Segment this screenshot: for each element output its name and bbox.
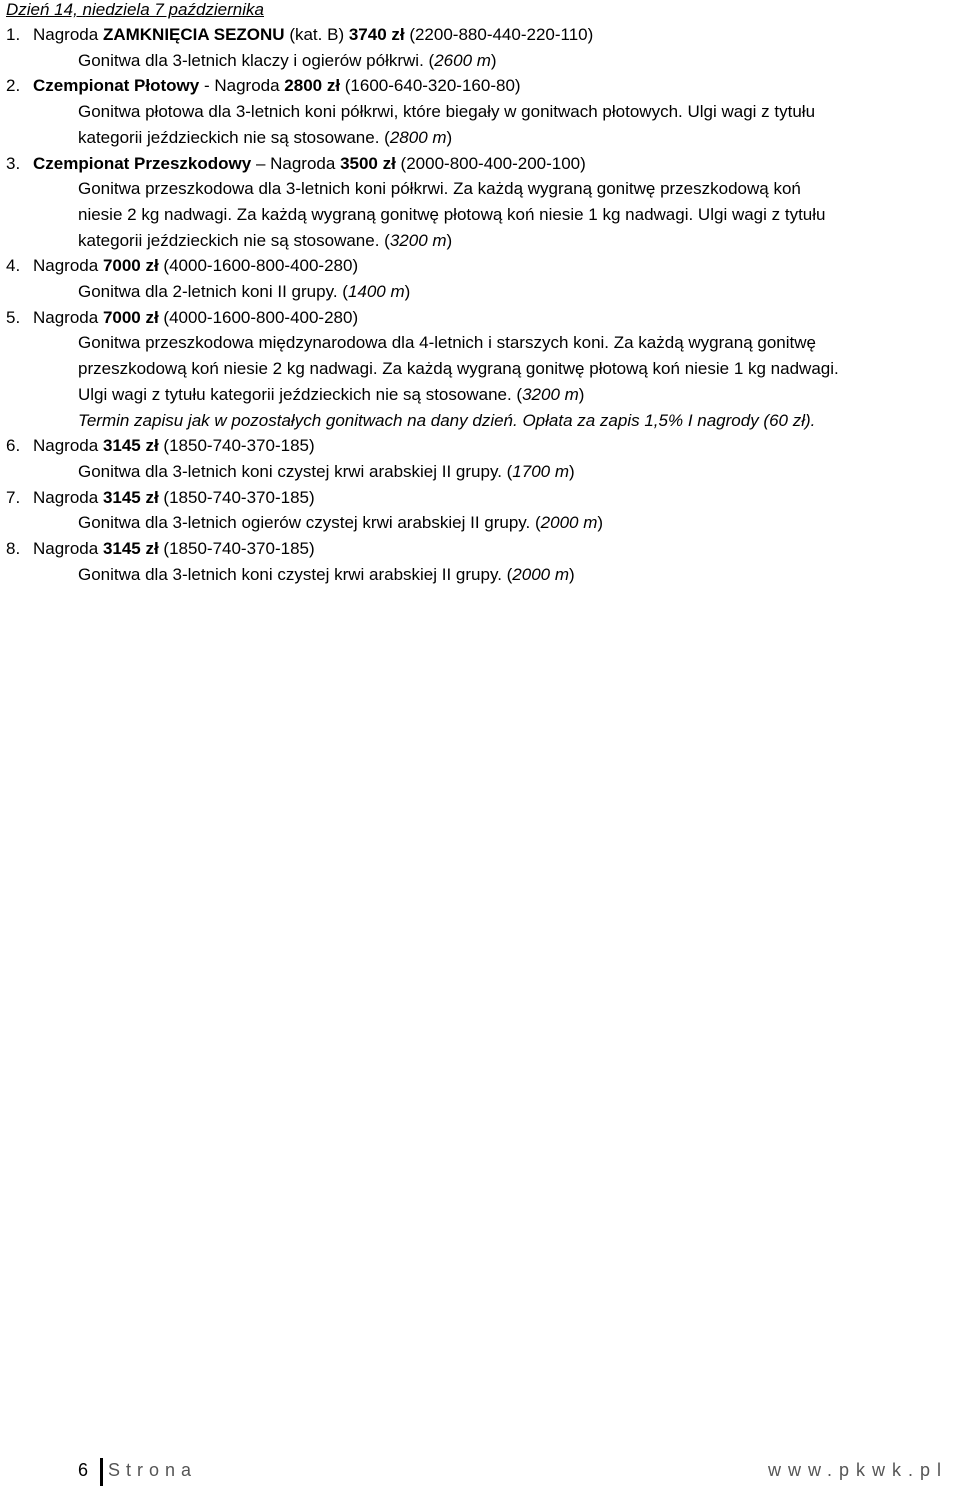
race-title: Czempionat Przeszkodowy xyxy=(33,153,252,173)
description-text: Gonitwa dla 3-letnich ogierów czystej krwi arabskiej II grupy. ( xyxy=(78,513,541,533)
race-item xyxy=(6,73,940,150)
prize-split: (1850-740-370-185) xyxy=(158,436,315,456)
close-paren: ) xyxy=(490,50,497,70)
race-number: 1. xyxy=(6,25,21,44)
site-link[interactable]: www.pkwk.pl xyxy=(767,1460,948,1480)
description-text: Gonitwa dla 3-letnich klaczy i ogierów półkrwi. ( xyxy=(78,50,435,70)
close-paren: ) xyxy=(569,564,575,584)
race-distance: 2800 m xyxy=(389,127,447,147)
prize-amount: 3145 zł xyxy=(102,436,159,456)
document-content xyxy=(6,0,940,587)
prize-split: (1850-740-370-185) xyxy=(158,487,315,507)
prize-amount: 3145 zł xyxy=(102,539,159,559)
race-distance: 2600 m xyxy=(434,50,491,70)
race-description: Gonitwa płotowa dla 3-letnich koni półkrwi, które biegały w gonitwach płotowych. Ulgi wagi z tytułu xyxy=(78,102,816,122)
prize-amount: 7000 zł xyxy=(102,307,159,327)
race-number: 7. xyxy=(6,487,21,507)
race-description xyxy=(6,125,940,151)
prize-label: Nagroda xyxy=(33,539,103,559)
prize-amount: 3145 zł xyxy=(102,487,159,507)
close-paren: ) xyxy=(446,127,453,147)
description-text: Ulgi wagi z tytułu kategorii jeździeckich nie są stosowane. ( xyxy=(78,384,523,404)
prize-amount: 2800 zł xyxy=(284,76,341,96)
category: (kat. B) xyxy=(284,25,349,44)
race-distance: 1700 m xyxy=(512,461,569,481)
prize-label: Nagroda xyxy=(33,307,103,327)
race-description xyxy=(6,228,940,254)
race-description xyxy=(6,562,940,588)
race-title-line xyxy=(6,305,940,331)
race-number: 6. xyxy=(6,436,21,456)
race-distance: 3200 m xyxy=(389,230,447,250)
race-title-line xyxy=(6,253,940,279)
page-word: Strona xyxy=(108,1460,198,1480)
race-description xyxy=(6,459,940,485)
race-item xyxy=(6,433,940,484)
race-distance: 2000 m xyxy=(540,513,598,533)
race-title-line xyxy=(6,151,940,177)
day-heading: Dzień 14, niedziela 7 października xyxy=(6,0,264,19)
race-number: 8. xyxy=(6,539,21,559)
race-description: Gonitwa przeszkodowa międzynarodowa dla 4-letnich i starszych koni. Za każdą wygraną gonitwę xyxy=(78,333,816,353)
race-title-line xyxy=(6,433,940,459)
prize-amount: 3500 zł xyxy=(340,153,396,173)
race-title-line xyxy=(6,22,940,48)
race-description: przeszkodową koń niesie 2 kg nadwagi. Za każdą wygraną gonitwę płotową koń niesie 1 kg nadwagi. xyxy=(78,359,839,379)
close-paren: ) xyxy=(569,461,575,481)
prize-split: (1850-740-370-185) xyxy=(158,539,315,559)
prize-label: Nagroda xyxy=(33,25,103,44)
race-item xyxy=(6,22,940,73)
race-distance: 3200 m xyxy=(522,384,579,404)
prize-label: Nagroda xyxy=(33,487,103,507)
prize-split: (4000-1600-800-400-280) xyxy=(158,256,359,276)
prize-split: (1600-640-320-160-80) xyxy=(340,76,521,96)
race-note: Termin zapisu jak w pozostałych gonitwach na dany dzień. Opłata za zapis 1,5% I nagrody (60 zł). xyxy=(78,410,816,430)
prize-label: Nagroda xyxy=(33,436,103,456)
race-number: 3. xyxy=(6,153,21,173)
prize-amount: 7000 zł xyxy=(102,256,159,276)
race-distance: 2000 m xyxy=(512,564,569,584)
race-description xyxy=(6,279,940,305)
race-number: 2. xyxy=(6,76,21,96)
prize-label: – Nagroda xyxy=(251,153,341,173)
race-distance: 1400 m xyxy=(347,282,405,302)
close-paren: ) xyxy=(578,384,585,404)
close-paren: ) xyxy=(446,230,453,250)
race-description: Gonitwa przeszkodowa dla 3-letnich koni półkrwi. Za każdą wygraną gonitwę przeszkodową koń xyxy=(78,179,801,199)
prize-label: Nagroda xyxy=(33,256,103,276)
race-number: 4. xyxy=(6,256,21,276)
race-number: 5. xyxy=(6,307,21,327)
race-title: Czempionat Płotowy xyxy=(33,76,200,96)
race-item xyxy=(6,151,940,254)
race-item xyxy=(6,485,940,536)
description-text: Gonitwa dla 2-letnich koni II grupy. ( xyxy=(78,282,348,302)
footer-divider xyxy=(100,1458,103,1486)
prize-split: (2000-800-400-200-100) xyxy=(395,153,586,173)
race-description xyxy=(6,48,940,74)
race-title-line xyxy=(6,485,940,511)
race-item xyxy=(6,305,940,434)
race-description xyxy=(6,510,940,536)
description-text: Gonitwa dla 3-letnich koni czystej krwi arabskiej II grupy. ( xyxy=(78,564,513,584)
description-text: Gonitwa dla 3-letnich koni czystej krwi arabskiej II grupy. ( xyxy=(78,461,513,481)
race-title-line xyxy=(6,536,940,562)
close-paren: ) xyxy=(404,282,411,302)
race-title-line xyxy=(6,73,940,99)
description-text: kategorii jeździeckich nie są stosowane. ( xyxy=(78,127,390,147)
description-text: kategorii jeździeckich nie są stosowane. ( xyxy=(78,230,390,250)
race-item xyxy=(6,536,940,587)
prize-label: - Nagroda xyxy=(199,76,285,96)
race-description: niesie 2 kg nadwagi. Za każdą wygraną gonitwę płotową koń niesie 1 kg nadwagi. Ulgi wagi z tytułu xyxy=(78,204,826,224)
race-item xyxy=(6,253,940,304)
prize-amount: 3740 zł xyxy=(348,25,405,44)
prize-name: ZAMKNIĘCIA SEZONU xyxy=(102,25,285,44)
page-number: 6 xyxy=(78,1460,89,1480)
close-paren: ) xyxy=(597,513,604,533)
prize-split: (4000-1600-800-400-280) xyxy=(158,307,359,327)
prize-split: (2200-880-440-220-110) xyxy=(404,25,594,44)
race-description xyxy=(6,382,940,408)
